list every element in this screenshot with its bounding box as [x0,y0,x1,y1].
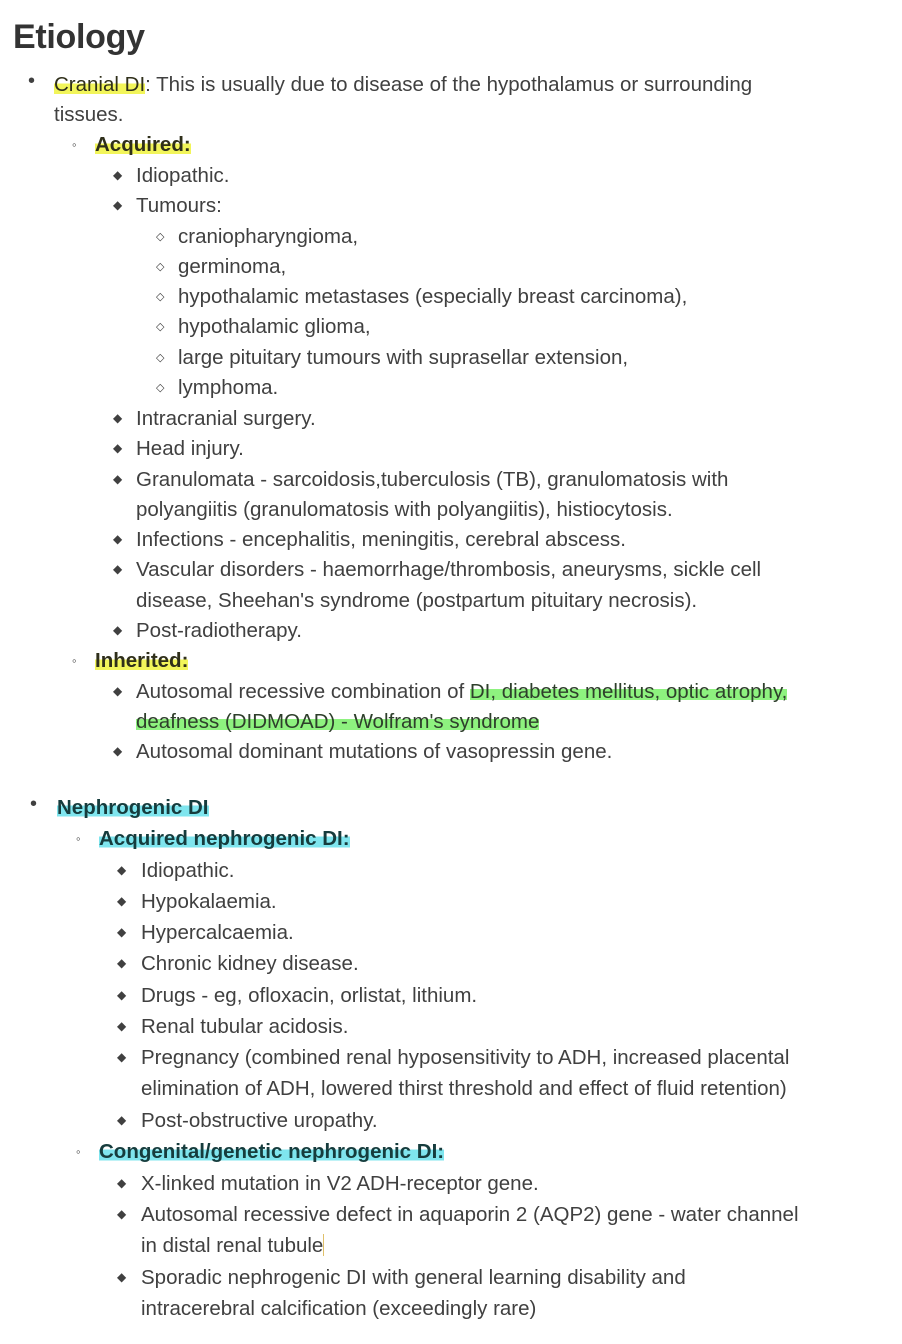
diamond-bullet-icon: ◆ [117,1019,127,1033]
diamond-bullet-icon: ◆ [113,472,123,486]
diamond-bullet-icon: ◆ [117,1176,127,1190]
hollow-diamond-icon: ◇ [156,291,165,303]
list-item-cont: elimination of ADH, lowered thirst threshold and effect of fluid retention) [141,1077,787,1100]
list-item: Tumours: [136,194,222,217]
list-item: lymphoma. [178,376,279,399]
list-item: Autosomal dominant mutations of vasopressin gene. [136,740,613,763]
list-item: Intracranial surgery. [136,407,316,430]
diamond-bullet-icon: ◆ [113,198,123,212]
list-item: Head injury. [136,437,244,460]
nephrogenic-di-label: Nephrogenic DI [57,796,209,819]
cranial-di-desc: : This is usually due to disease of the hypothalamus or surrounding [145,73,753,96]
list-item: germinoma, [178,255,287,278]
list-item: large pituitary tumours with suprasellar extension, [178,346,629,369]
diamond-bullet-icon: ◆ [117,925,127,939]
list-item-cont: disease, Sheehan's syndrome (postpartum pituitary necrosis). [136,589,698,612]
text-cursor [323,1234,324,1256]
hollow-diamond-icon: ◇ [156,261,165,273]
diamond-bullet-icon: ◆ [117,956,127,970]
list-item: Renal tubular acidosis. [141,1015,349,1038]
hollow-diamond-icon: ◇ [156,231,165,243]
acquired-nephrogenic-heading[interactable] [99,824,350,855]
diamond-bullet-icon: ◆ [117,894,127,908]
list-item: Hypokalaemia. [141,890,277,913]
acquired-label: Acquired: [95,133,191,156]
hollow-bullet-icon: ◦ [76,1144,81,1159]
list-item-cont: polyangiitis (granulomatosis with polyangiitis), histiocytosis. [136,498,673,521]
diamond-bullet-icon: ◆ [117,863,127,877]
list-item-cont[interactable] [141,1231,324,1262]
list-item: Post-radiotherapy. [136,619,302,642]
list-item: Sporadic nephrogenic DI with general learning disability and [141,1266,686,1289]
diamond-bullet-icon: ◆ [117,1050,127,1064]
congenital-nephrogenic-heading[interactable] [99,1137,444,1168]
list-item: Infections - encephalitis, meningitis, cerebral abscess. [136,528,626,551]
congenital-nephrogenic-label: Congenital/genetic nephrogenic DI: [99,1140,445,1163]
diamond-bullet-icon: ◆ [113,411,123,425]
wolfram-highlight: deafness (DIDMOAD) - Wolfram's syndrome [136,710,540,733]
list-item: X-linked mutation in V2 ADH-receptor gene. [141,1172,539,1195]
hollow-diamond-icon: ◇ [156,321,165,333]
diamond-bullet-icon: ◆ [117,1207,127,1221]
diamond-bullet-icon: ◆ [113,168,123,182]
list-item: Drugs - eg, ofloxacin, orlistat, lithium. [141,984,478,1007]
list-item: hypothalamic metastases (especially breast carcinoma), [178,285,688,308]
list-item-cont [136,707,539,738]
recessive-prefix: Autosomal recessive combination of [136,680,470,703]
list-item: Chronic kidney disease. [141,952,359,975]
nephrogenic-di-item[interactable] [57,793,209,824]
diamond-bullet-icon: ◆ [113,532,123,546]
bullet-icon: • [28,70,36,92]
cranial-di-label: Cranial DI [54,73,146,96]
list-item [136,677,787,708]
list-item: Granulomata - sarcoidosis,tuberculosis (TB), granulomatosis with [136,468,729,491]
diamond-bullet-icon: ◆ [113,684,123,698]
page-title: Etiology [13,18,145,56]
diamond-bullet-icon: ◆ [113,744,123,758]
list-item: craniopharyngioma, [178,225,359,248]
list-item-cont: intracerebral calcification (exceedingly rare) [141,1297,537,1320]
hollow-bullet-icon: ◦ [72,137,77,152]
hollow-bullet-icon: ◦ [72,653,77,668]
list-item: Vascular disorders - haemorrhage/thrombosis, aneurysms, sickle cell [136,558,762,581]
didmoad-highlight: DI, diabetes mellitus, optic atrophy, [469,680,788,703]
cranial-di-item[interactable] [54,70,752,101]
diamond-bullet-icon: ◆ [117,988,127,1002]
list-item: hypothalamic glioma, [178,315,371,338]
diamond-bullet-icon: ◆ [117,1113,127,1127]
hollow-diamond-icon: ◇ [156,352,165,364]
list-item: Hypercalcaemia. [141,921,294,944]
list-item: Idiopathic. [136,164,230,187]
list-item: Autosomal recessive defect in aquaporin 2 (AQP2) gene - water channel [141,1203,799,1226]
inherited-heading[interactable] [95,646,188,677]
cranial-di-desc-cont: tissues. [54,103,124,126]
acquired-heading[interactable] [95,130,191,161]
diamond-bullet-icon: ◆ [113,441,123,455]
list-item: Post-obstructive uropathy. [141,1109,378,1132]
acquired-nephrogenic-label: Acquired nephrogenic DI: [99,827,350,850]
list-item: Idiopathic. [141,859,235,882]
hollow-bullet-icon: ◦ [76,831,81,846]
hollow-diamond-icon: ◇ [156,382,165,394]
diamond-bullet-icon: ◆ [113,562,123,576]
inherited-label: Inherited: [95,649,189,672]
list-item: Pregnancy (combined renal hyposensitivity to ADH, increased placental [141,1046,790,1069]
bullet-icon: • [30,793,38,815]
diamond-bullet-icon: ◆ [117,1270,127,1284]
aqp2-text-cont: in distal renal tubule [141,1234,324,1257]
diamond-bullet-icon: ◆ [113,623,123,637]
